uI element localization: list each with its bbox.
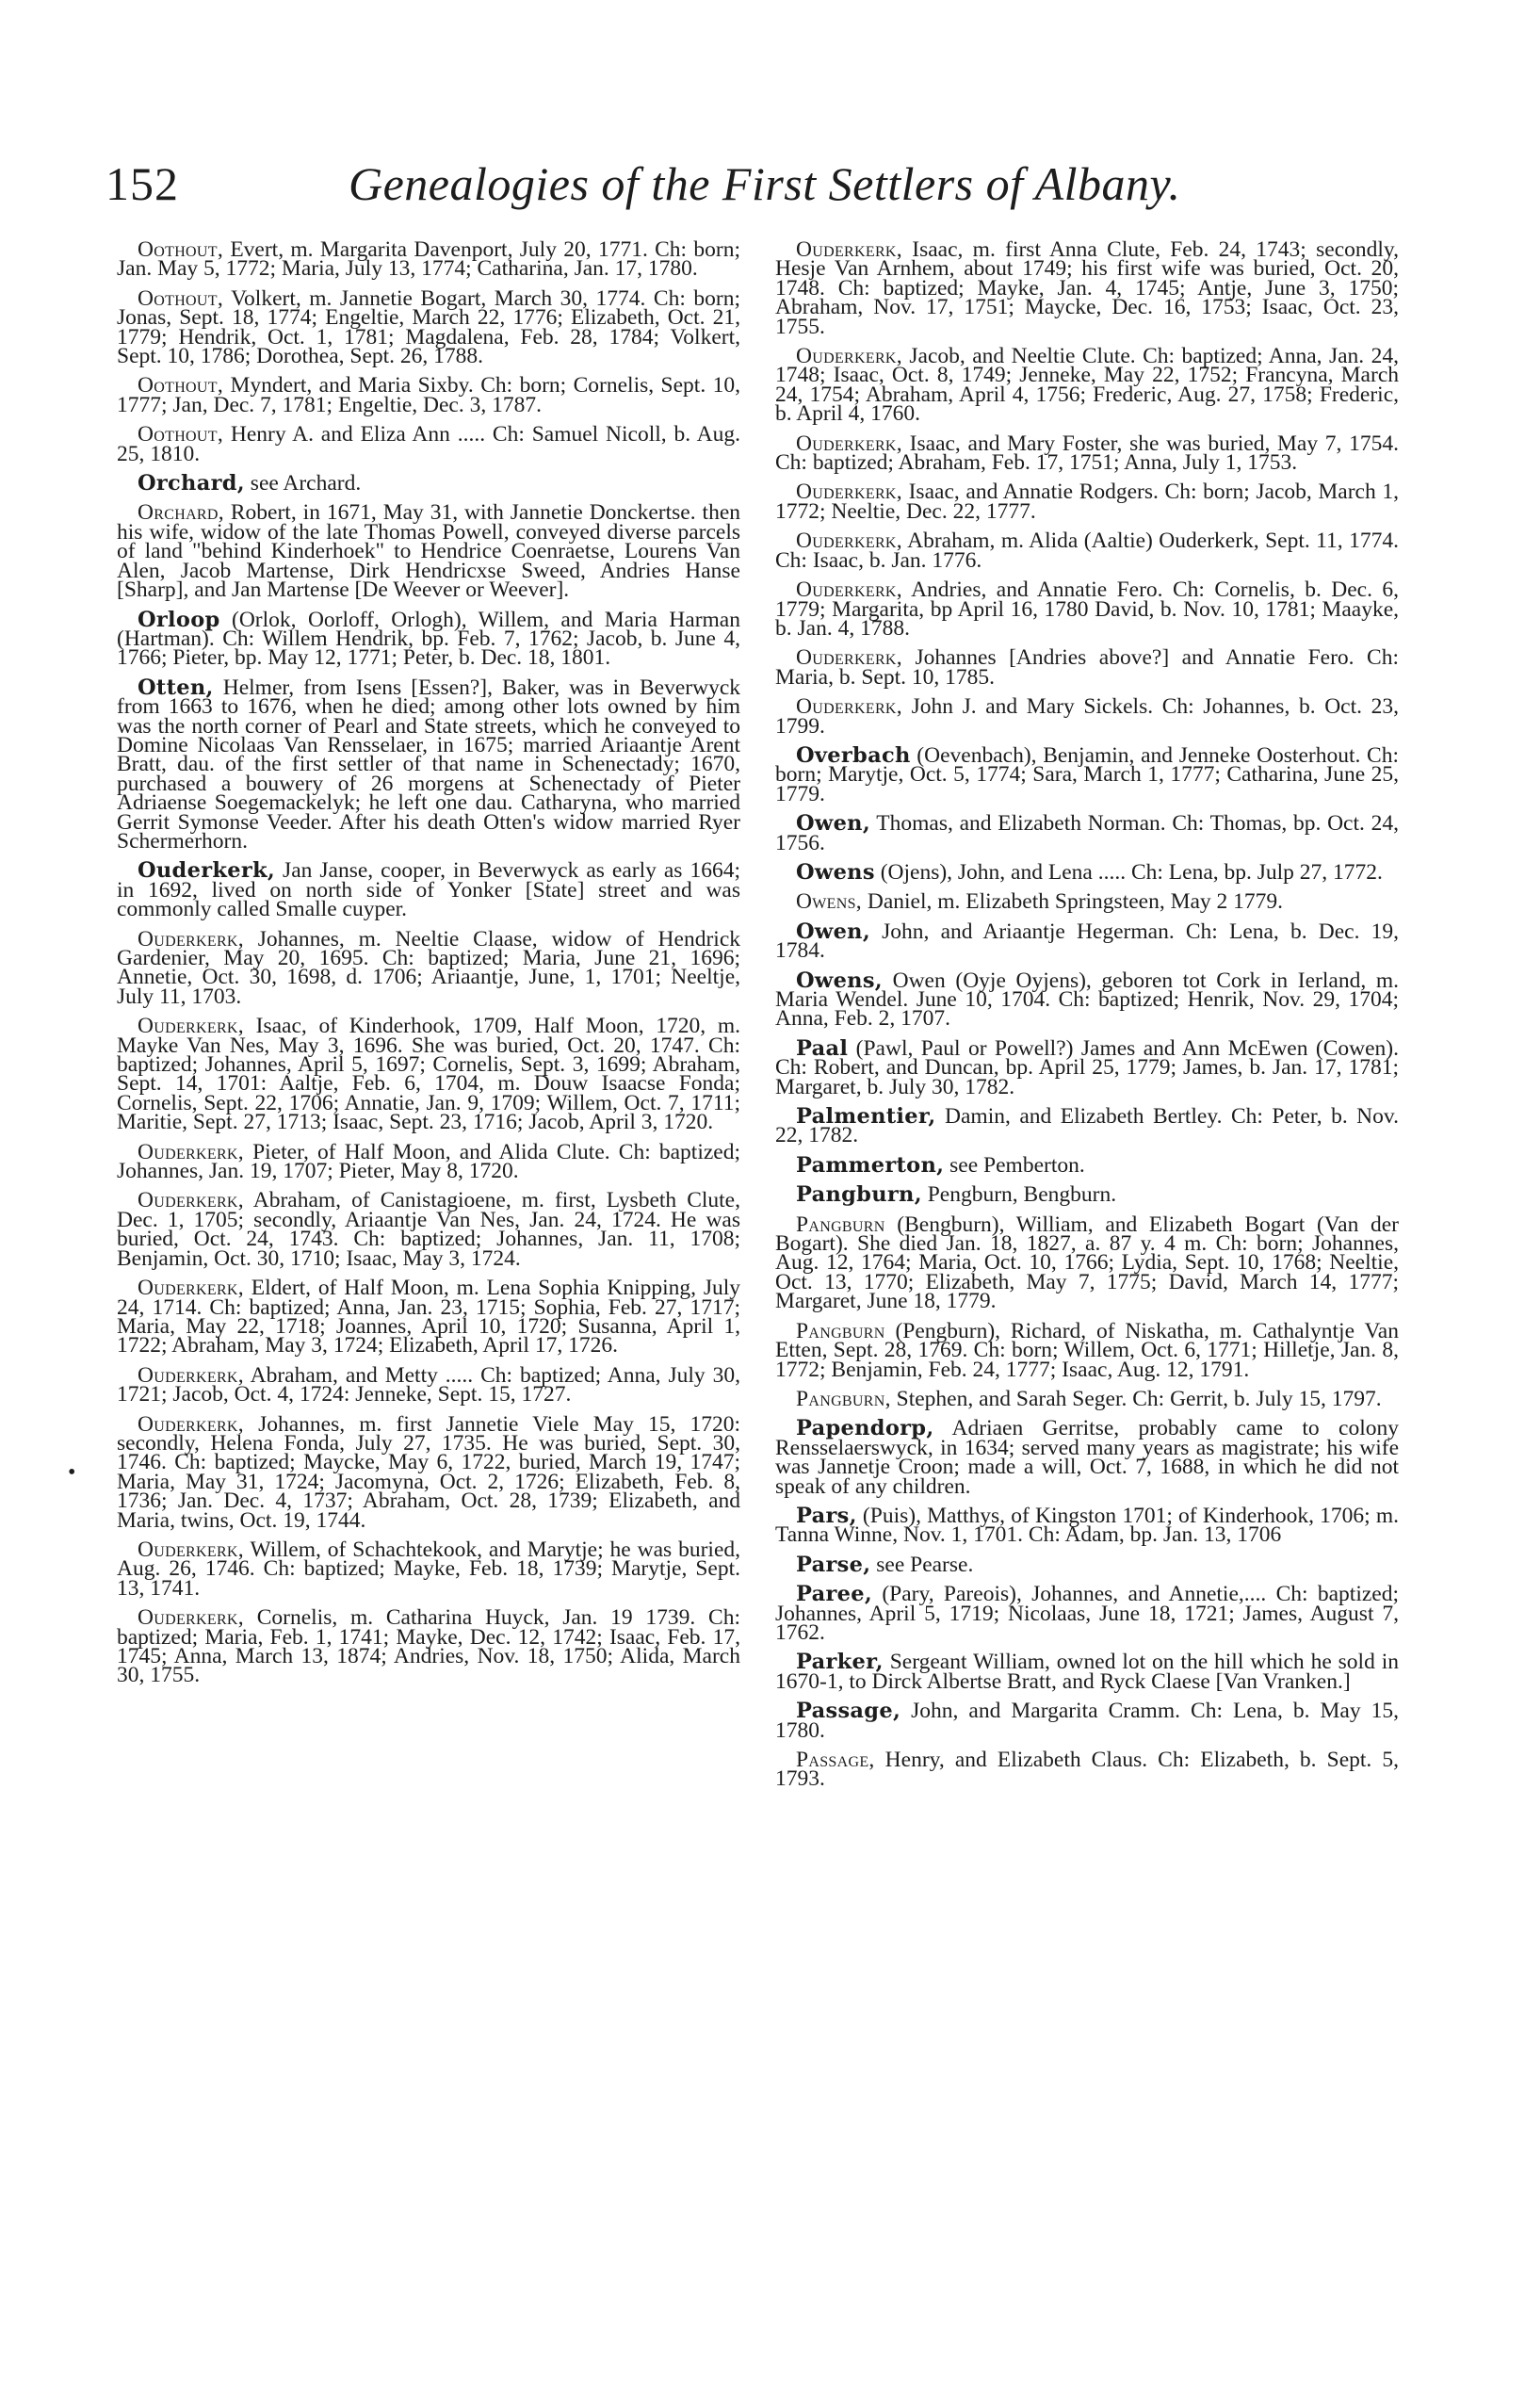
- entry-surname: Oothout,: [138, 285, 224, 311]
- entry-surname: Papendorp,: [796, 1416, 934, 1441]
- entry-surname: Ouderkerk,: [796, 645, 902, 671]
- entry-text: see Pearse.: [870, 1552, 974, 1577]
- entry-text: (Pengburn), Richard, of Niskatha, m. Cathalyntje Van Etten, Sept. 28, 1769. Ch: born; Willem, Oct. 6, 1771; Hilletje, Jan. 8, 1772; Benjamin, Feb. 24, 1777; Isaac, Aug. 12, 1791.: [775, 1318, 1399, 1382]
- entry-text: Robert, in 1671, May 31, with Jannetie Donckertse. then his wife, widow of the late Thomas Powell, conveyed diverse parcels of land "behind Kinderhoek" to Hendrice Coenraetse, Lourens Van Alen, Jacob Martense, Dirk Hendricxse Sweed, Andries Hanse [Sharp], and Jan Martense [De Weever or Weever].: [117, 500, 740, 603]
- entry-surname: Pangburn,: [796, 1386, 891, 1411]
- entry-surname: Palmentier,: [796, 1104, 936, 1130]
- entry-text: see Pemberton.: [944, 1152, 1085, 1178]
- entry-text: Abraham, and Metty ..... Ch: baptized; Anna, July 30, 1721; Jacob, Oct. 4, 1724: Jenneke, Sept. 15, 1727.: [117, 1362, 740, 1407]
- entry-text: (Bengburn), William, and Elizabeth Bogart (Van der Bogart). She died Jan. 18, 1827, a. 87 y. 4 m. Ch: born; Johannes, Aug. 12, 1764; Maria, Oct. 10, 1766; Lydia, Sept. 10, 1768; Neeltie, Oct. 13, 1770; Elizabeth, May 7, 1775; David, March 14, 1777; Margaret, June 18, 1779.: [775, 1212, 1399, 1314]
- genealogy-entry: [117, 1276, 740, 1359]
- entry-surname: Ouderkerk,: [138, 858, 276, 884]
- entry-text: Myndert, and Maria Sixby. Ch: born; Cornelis, Sept. 10, 1777; Jan, Dec. 7, 1781; Engeltie, Dec. 3, 1787.: [117, 373, 740, 417]
- genealogy-entry: [117, 422, 740, 466]
- entry-surname: Passage,: [796, 1699, 901, 1724]
- right-column: [775, 240, 1399, 2351]
- genealogy-entry: [117, 858, 740, 922]
- genealogy-entry: [117, 926, 740, 1009]
- entry-text: Henry, and Elizabeth Claus. Ch: Elizabeth, b. Sept. 5, 1793.: [775, 1748, 1399, 1792]
- genealogy-entry: [775, 1152, 1399, 1178]
- entry-surname: Oothout,: [138, 373, 224, 399]
- genealogy-entry: [117, 1537, 740, 1601]
- entry-text: Isaac, and Annatie Rodgers. Ch: born; Jacob, March 1, 1772; Neeltie, Dec. 22, 1777.: [775, 480, 1399, 524]
- genealogy-entry: [775, 742, 1399, 806]
- entry-text: Jacob, and Neeltie Clute. Ch: baptized; Anna, Jan. 24, 1748; Isaac, Oct. 8, 1749; Jenneke, May 22, 1752; Francyna, March 24, 1754; Abraham, April 4, 1756; Frederic, Aug. 27, 1758; Frederic, b. April 4, 1760.: [775, 344, 1399, 427]
- entry-text: (Pary, Pareois), Johannes, and Annetie,.... Ch: baptized; Johannes, April 5, 1719; Nicolaas, June 18, 1721; James, August 7, 1762.: [775, 1582, 1399, 1645]
- genealogy-entry: [775, 889, 1399, 915]
- genealogy-entry: [775, 1104, 1399, 1148]
- genealogy-entry: [775, 859, 1399, 885]
- entry-surname: Orchard,: [138, 500, 224, 526]
- entry-text: (Ojens), John, and Lena ..... Ch: Lena, bp. Julp 27, 1772.: [874, 859, 1383, 885]
- entry-surname: Ouderkerk,: [796, 529, 902, 554]
- entry-text: Abraham, m. Alida (Aaltie) Ouderkerk, Sept. 11, 1774. Ch: Isaac, b. Jan. 1776.: [775, 529, 1399, 573]
- margin-mark: •: [68, 1460, 76, 1485]
- genealogy-entry: [775, 1699, 1399, 1743]
- entry-text: (Puis), Matthys, of Kingston 1701; of Kinderhook, 1706; m. Tanna Winne, Nov. 1, 1701. Ch: Adam, bp. Jan. 13, 1706: [775, 1503, 1399, 1548]
- entry-text: Willem, of Schachtekook, and Marytje; he was buried, Aug. 26, 1746. Ch: baptized; Mayke, Feb. 18, 1739; Marytje, Sept. 13, 1741.: [117, 1537, 740, 1601]
- entry-surname: Ouderkerk,: [796, 480, 902, 505]
- genealogy-entry: [117, 1362, 740, 1407]
- genealogy-entry: [775, 811, 1399, 855]
- entry-text: Eldert, of Half Moon, m. Lena Sophia Knipping, July 24, 1714. Ch: baptized; Anna, Jan. 23, 1715; Sophia, Feb. 27, 1717; Maria, May 22, 1718; Joannes, April 10, 1720; Susanna, April 1, 1722; Abraham, May 3, 1724; Elizabeth, April 17, 1726.: [117, 1276, 740, 1359]
- genealogy-entry: [775, 431, 1399, 476]
- entry-text: Isaac, m. first Anna Clute, Feb. 24, 1743; secondly, Hesje Van Arnhem, about 1749; his first wife was buried, Oct. 20, 1748. Ch: baptized; Mayke, Jan. 4, 1745; Antje, June 3, 1750; Abraham, Nov. 17, 1751; Maycke, Dec. 16, 1753; Isaac, Oct. 23, 1755.: [775, 240, 1399, 339]
- entry-text: (Oevenbach), Benjamin, and Jenneke Oosterhout. Ch: born; Marytje, Oct. 5, 1774; Sara, March 1, 1777; Catharina, June 25, 1779.: [775, 742, 1399, 806]
- running-title: Genealogies of the First Settlers of Albany.: [349, 157, 1181, 210]
- entry-text: Daniel, m. Elizabeth Springsteen, May 2 1779.: [861, 889, 1284, 915]
- entry-text: Cornelis, m. Catharina Huyck, Jan. 19 1739. Ch: baptized; Maria, Feb. 1, 1741; Mayke, Dec. 12, 1742; Isaac, Feb. 17, 1745; Anna, March 13, 1874; Andries, Nov. 18, 1750; Alida, March 30, 1755.: [117, 1605, 740, 1688]
- entry-text: Isaac, of Kinderhook, 1709, Half Moon, 1720, m. Mayke Van Nes, May 3, 1696. She was buried, Oct. 20, 1747. Ch: baptized; Johannes, April 5, 1697; Cornelis, Sept. 3, 1699; Abraham, Sept. 14, 1701: Aaltje, Feb. 6, 1704, m. Douw Isaacse Fonda; Cornelis, Sept. 22, 1706; Annatie, Jan. 9, 1709; Willem, Oct. 7, 1711; Maritie, Sept. 27, 1713; Isaac, Sept. 23, 1716; Jacob, April 3, 1720.: [117, 1014, 740, 1135]
- genealogy-entry: [775, 1552, 1399, 1577]
- entry-text: (Orlok, Oorloff, Orlogh), Willem, and Maria Harman (Hartman). Ch: Willem Hendrik, bp. Feb. 7, 1762; Jacob, b. June 4, 1766; Pieter, bp. May 12, 1771; Peter, b. Dec. 18, 1801.: [117, 607, 740, 671]
- entry-surname: Ouderkerk,: [138, 1605, 244, 1631]
- genealogy-entry: [117, 1139, 740, 1184]
- entry-surname: Orloop: [138, 607, 220, 632]
- entry-text: John J. and Mary Sickels. Ch: Johannes, b. Oct. 23, 1799.: [775, 694, 1399, 739]
- entry-surname: Pangburn: [796, 1318, 885, 1343]
- entry-surname: Paal: [796, 1035, 849, 1061]
- genealogy-entry: [775, 1182, 1399, 1208]
- genealogy-entry: [775, 1318, 1399, 1382]
- genealogy-entry: [775, 968, 1399, 1032]
- page-number: 152: [105, 157, 179, 210]
- genealogy-entry: [775, 480, 1399, 524]
- entry-text: Andries, and Annatie Fero. Ch: Cornelis, b. Dec. 6, 1779; Margarita, bp April 16, 1780 David, b. Nov. 10, 1781; Maayke, b. Jan. 4, 1788.: [775, 578, 1399, 641]
- genealogy-entry: [775, 240, 1399, 339]
- entry-text: Pengburn, Bengburn.: [921, 1182, 1117, 1208]
- genealogy-entry: [775, 1035, 1399, 1099]
- entry-text: Abraham, of Canistagioene, m. first, Lysbeth Clute, Dec. 1, 1705; secondly, Ariaantje Van Nes, Jan. 24, 1724. He was buried, Oct. 24, 1743. Ch: baptized; Johannes, Jan. 11, 1708; Benjamin, Oct. 30, 1710; Isaac, May 3, 1724.: [117, 1188, 740, 1271]
- entry-surname: Passage,: [796, 1748, 875, 1772]
- entry-surname: Ouderkerk,: [796, 344, 902, 369]
- entry-text: see Archard.: [244, 471, 362, 496]
- genealogy-entry: [775, 645, 1399, 690]
- genealogy-entry: [775, 1748, 1399, 1792]
- genealogy-entry: [117, 1014, 740, 1135]
- entry-surname: Orchard,: [138, 471, 245, 496]
- left-column: [117, 240, 740, 2351]
- entry-surname: Pangburn,: [796, 1182, 922, 1208]
- entry-text: Jan Janse, cooper, in Beverwyck as early as 1664; in 1692, lived on north side of Yonker [State] street and was commonly called Smalle cuyper.: [117, 858, 740, 922]
- entry-surname: Pangburn: [796, 1212, 885, 1237]
- genealogy-entry: [775, 1582, 1399, 1645]
- entry-surname: Owen,: [796, 811, 870, 837]
- entry-surname: Pammerton,: [796, 1152, 945, 1178]
- entry-text: Evert, m. Margarita Davenport, July 20, 1771. Ch: born; Jan. May 5, 1772; Maria, July 13, 1774; Catharina, Jan. 17, 1780.: [117, 240, 740, 282]
- genealogy-entry: [117, 1605, 740, 1688]
- entry-text: Isaac, and Mary Foster, she was buried, May 7, 1754. Ch: baptized; Abraham, Feb. 17, 1751; Anna, July 1, 1753.: [775, 431, 1399, 476]
- entry-text: Volkert, m. Jannetie Bogart, March 30, 1774. Ch: born; Jonas, Sept. 18, 1774; Engeltie, March 22, 1776; Elizabeth, Oct. 21, 1779; Hendrik, Oct. 1, 1781; Magdalena, Feb. 28, 1784; Volkert, Sept. 10, 1786; Dorothea, Sept. 26, 1788.: [117, 285, 740, 369]
- entry-text: John, and Ariaantje Hegerman. Ch: Lena, b. Dec. 19, 1784.: [775, 919, 1399, 964]
- entry-surname: Owens: [796, 859, 875, 885]
- entry-text: Owen (Oyje Oyjens), geboren tot Cork in Ierland, m. Maria Wendel. June 10, 1704. Ch: baptized; Henrik, Nov. 29, 1704; Anna, Feb. 2, 1707.: [775, 968, 1399, 1032]
- genealogy-entry: [775, 578, 1399, 641]
- genealogy-entry: [117, 373, 740, 417]
- entry-surname: Ouderkerk,: [138, 1276, 244, 1301]
- page-header: [105, 151, 1405, 226]
- entry-text: Johannes, m. first Jannetie Viele May 15, 1720: secondly, Helena Fonda, July 27, 1735. He was buried, Sept. 30, 1746. Ch: baptized; Maycke, May 6, 1722, buried, March 19, 1747; Maria, May 31, 1724; Jacomyna, Oct. 2, 1726; Elizabeth, Feb. 8, 1736; Jan. Dec. 4, 1737; Abraham, Oct. 28, 1739; Elizabeth, and Maria, twins, Oct. 19, 1744.: [117, 1411, 740, 1533]
- entry-surname: Ouderkerk,: [796, 578, 902, 603]
- genealogy-entry: [117, 500, 740, 603]
- entry-surname: Paree,: [796, 1582, 873, 1607]
- entry-surname: Ouderkerk,: [796, 431, 902, 456]
- entry-surname: Parker,: [796, 1650, 884, 1675]
- entry-surname: Ouderkerk,: [138, 1139, 244, 1164]
- genealogy-entry: [775, 344, 1399, 427]
- genealogy-entry: [775, 694, 1399, 739]
- genealogy-entry: [117, 1411, 740, 1533]
- genealogy-entry: [775, 1416, 1399, 1499]
- genealogy-entry: [117, 471, 740, 496]
- entry-text: Helmer, from Isens [Essen?], Baker, was in Beverwyck from 1663 to 1676, when he died; among other lots owned by him was the north corner of Pearl and State streets, which he conveyed to Domine Nicolaas Van Rensselaer, in 1675; married Ariaantje Arent Bratt, dau. of the first settler of that name in Schenectady; 1670, purchased a bouwery of 26 morgens at Schenectady of Pieter Adriaense Soegemackelyk; he left one dau. Catharyna, who married Gerrit Symonse Veeder. After his death Otten's widow married Ryer Schermerhorn.: [117, 675, 740, 854]
- genealogy-entry: [117, 1188, 740, 1271]
- entry-text: Stephen, and Sarah Seger. Ch: Gerrit, b. July 15, 1797.: [890, 1386, 1382, 1411]
- entry-text: John, and Margarita Cramm. Ch: Lena, b. May 15, 1780.: [775, 1699, 1399, 1743]
- entry-text: Thomas, and Elizabeth Norman. Ch: Thomas, bp. Oct. 24, 1756.: [775, 811, 1399, 855]
- entry-surname: Ouderkerk,: [796, 240, 902, 262]
- entry-surname: Ouderkerk,: [138, 1411, 244, 1437]
- entry-surname: Ouderkerk,: [796, 694, 902, 720]
- entry-surname: Parse,: [796, 1552, 871, 1577]
- entry-surname: Owens,: [796, 968, 883, 993]
- entry-surname: Owen,: [796, 919, 870, 944]
- genealogy-entry: [775, 1503, 1399, 1548]
- genealogy-entry: [117, 240, 740, 282]
- entry-text: (Pawl, Paul or Powell?) James and Ann McEwen (Cowen). Ch: Robert, and Duncan, bp. April 25, 1779; James, b. Jan. 17, 1781; Margaret, b. July 30, 1782.: [775, 1035, 1399, 1099]
- genealogy-entry: [117, 675, 740, 854]
- genealogy-entry: [775, 529, 1399, 573]
- entry-text: Adriaen Gerritse, probably came to colony Rensselaerswyck, in 1634; served many years as magistrate; his wife was Jannetje Croon; made a will, Oct. 7, 1688, in which he did not speak of any children.: [775, 1416, 1399, 1499]
- entry-text: Johannes [Andries above?] and Annatie Fero. Ch: Maria, b. Sept. 10, 1785.: [775, 645, 1399, 690]
- entry-surname: Oothout,: [138, 422, 224, 447]
- entry-text: Henry A. and Eliza Ann ..... Ch: Samuel Nicoll, b. Aug. 25, 1810.: [117, 422, 740, 466]
- entry-text: Johannes, m. Neeltie Claase, widow of Hendrick Gardenier, May 20, 1695. Ch: baptized; Maria, June 21, 1696; Annetie, Oct. 30, 1698, d. 1706; Ariaantje, June, 1, 1701; Neeltje, July 11, 1703.: [117, 926, 740, 1009]
- entry-text: Sergeant William, owned lot on the hill which he sold in 1670-1, to Dirck Albertse Bratt, and Ryck Claese [Van Vranken.]: [775, 1650, 1399, 1694]
- entry-surname: Otten,: [138, 675, 214, 700]
- entry-surname: Ouderkerk,: [138, 926, 244, 952]
- genealogy-entry: [775, 919, 1399, 964]
- entry-surname: Owens,: [796, 889, 862, 915]
- entry-text: Damin, and Elizabeth Bertley. Ch: Peter, b. Nov. 22, 1782.: [775, 1104, 1399, 1148]
- entry-surname: Oothout,: [138, 240, 224, 262]
- entry-surname: Ouderkerk,: [138, 1188, 244, 1213]
- entry-text: Pieter, of Half Moon, and Alida Clute. Ch: baptized; Johannes, Jan. 19, 1707; Pieter, May 8, 1720.: [117, 1139, 740, 1184]
- entry-surname: Ouderkerk,: [138, 1537, 244, 1562]
- genealogy-entry: [117, 607, 740, 671]
- genealogy-entry: [775, 1386, 1399, 1411]
- entry-surname: Ouderkerk,: [138, 1014, 244, 1039]
- genealogy-entry: [117, 285, 740, 369]
- genealogy-entry: [775, 1212, 1399, 1314]
- entry-surname: Pars,: [796, 1503, 857, 1528]
- entry-surname: Ouderkerk,: [138, 1362, 244, 1388]
- genealogy-entry: [775, 1650, 1399, 1694]
- entry-surname: Overbach: [796, 742, 911, 768]
